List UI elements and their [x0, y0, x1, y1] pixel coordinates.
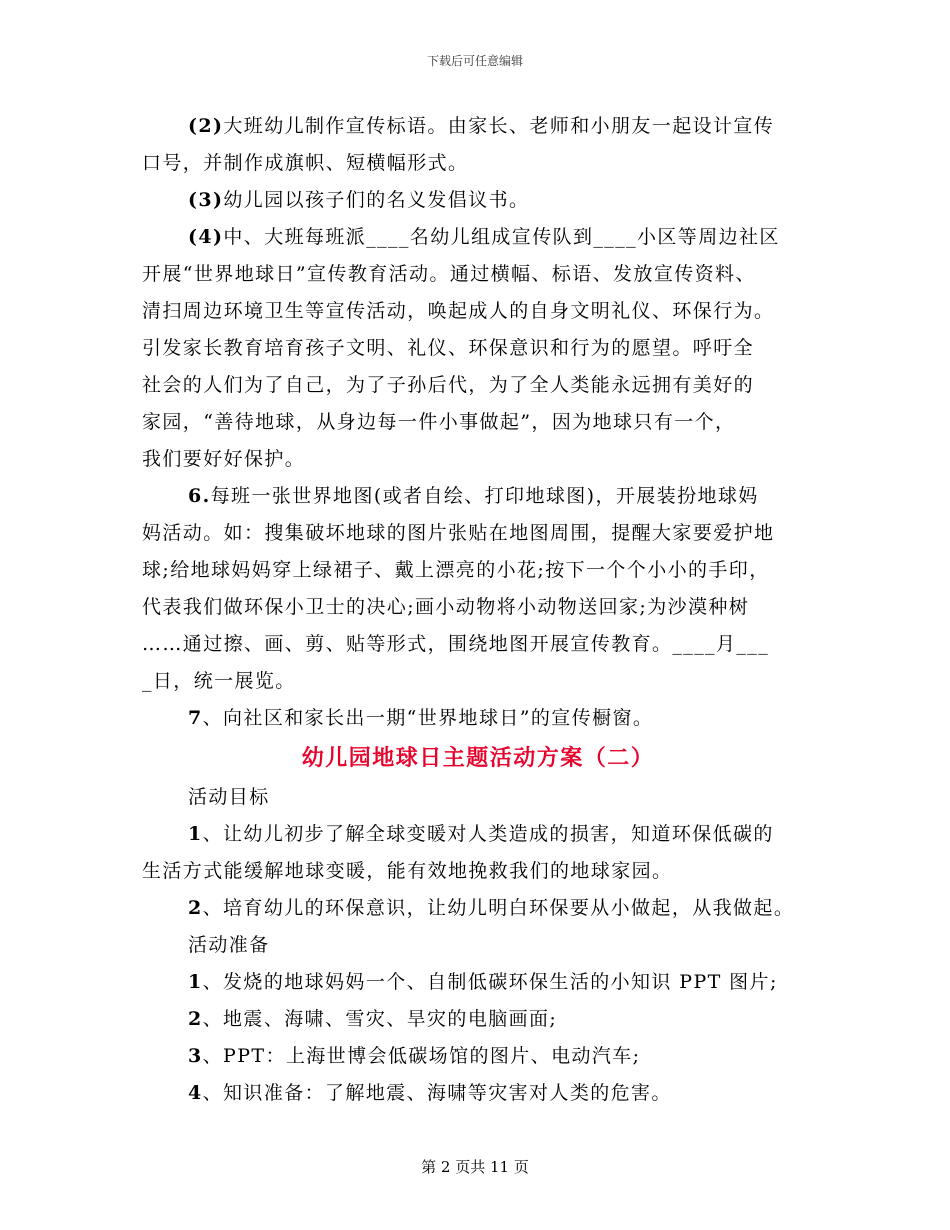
paragraph-line — [142, 108, 814, 145]
paragraph-line — [142, 219, 814, 256]
line-text: _日，统一展览。 — [142, 670, 296, 692]
item-number: 6. — [188, 485, 211, 507]
line-text: 、地震、海啸、雪灾、旱灾的电脑画面; — [202, 1008, 558, 1030]
item-number: 7 — [188, 707, 203, 729]
line-text: 幼儿园以孩子们的名义发倡议书。 — [223, 189, 530, 211]
paragraph-line — [142, 1001, 814, 1038]
section-heading — [142, 779, 814, 816]
line-text: 、向社区和家长出一期“世界地球日”的宣传橱窗。 — [202, 707, 654, 729]
item-number: (2) — [188, 115, 224, 137]
paragraph-line — [142, 145, 814, 182]
item-number: 1 — [188, 823, 203, 845]
paragraph-line — [142, 589, 814, 626]
paragraph-line — [142, 367, 814, 404]
paragraph-line — [142, 663, 814, 700]
paragraph-line — [142, 1075, 814, 1112]
paragraph-line — [142, 404, 814, 441]
section-heading — [142, 927, 814, 964]
line-text: 我们要好好保护。 — [142, 448, 306, 470]
paragraph-line — [142, 700, 814, 737]
item-number: 4 — [188, 1082, 203, 1104]
line-text: 代表我们做环保小卫士的决心;画小动物将小动物送回家;为沙漠种树 — [142, 596, 750, 618]
item-number: 1 — [188, 971, 203, 993]
paragraph-line — [142, 816, 814, 853]
page-footer: 第 2 页共 11 页 — [421, 1158, 529, 1176]
item-number: 3 — [188, 1045, 203, 1067]
paragraph-line — [142, 1038, 814, 1075]
item-number: 2 — [188, 897, 203, 919]
section-title: 幼儿园地球日主题活动方案（二） — [301, 745, 655, 771]
line-text: 球;给地球妈妈穿上绿裙子、戴上漂亮的小花;按下一个个小小的手印， — [142, 559, 770, 581]
item-number: 2 — [188, 1008, 203, 1030]
line-text: 清扫周边环境卫生等宣传活动，唤起成人的自身文明礼仪、环保行为。 — [142, 300, 775, 322]
line-text: ……通过擦、画、剪、贴等形式，围绕地图开展宣传教育。____月___ — [142, 633, 770, 655]
line-text: 每班一张世界地图(或者自绘、打印地球图)，开展装扮地球妈 — [210, 485, 759, 507]
paragraph-line — [142, 441, 814, 478]
paragraph-line — [142, 552, 814, 589]
line-text: 妈活动。如：搜集破坏地球的图片张贴在地图周围，提醒大家要爱护地 — [142, 522, 775, 544]
paragraph-line — [142, 182, 814, 219]
line-text: 中、大班每班派____名幼儿组成宣传队到____小区等周边社区 — [223, 226, 780, 248]
document-body — [142, 108, 814, 1112]
paragraph-line — [142, 478, 814, 515]
paragraph-line — [142, 964, 814, 1001]
line-text: 开展“世界地球日”宣传教育活动。通过横幅、标语、发放宣传资料、 — [142, 263, 756, 285]
paragraph-line — [142, 515, 814, 552]
line-text: 、培育幼儿的环保意识，让幼儿明白环保要从小做起，从我做起。 — [202, 897, 795, 919]
line-text: 口号，并制作成旗帜、短横幅形式。 — [142, 152, 469, 174]
paragraph-line — [142, 293, 814, 330]
line-text: 、知识准备：了解地震、海啸等灾害对人类的危害。 — [202, 1082, 672, 1104]
line-text: 大班幼儿制作宣传标语。由家长、老师和小朋友一起设计宣传 — [223, 115, 775, 137]
item-number: (4) — [188, 226, 224, 248]
line-text: 、PPT：上海世博会低碳场馆的图片、电动汽车; — [202, 1045, 641, 1067]
item-number: (3) — [188, 189, 224, 211]
line-text: 、让幼儿初步了解全球变暖对人类造成的损害，知道环保低碳的 — [202, 823, 774, 845]
line-text: 、发烧的地球妈妈一个、自制低碳环保生活的小知识 PPT 图片; — [202, 971, 778, 993]
paragraph-line — [142, 890, 814, 927]
paragraph-line — [142, 853, 814, 890]
line-text: 活动目标 — [188, 786, 270, 808]
paragraph-line — [142, 256, 814, 293]
line-text: 引发家长教育培育孩子文明、礼仪、环保意识和行为的愿望。呼吁全 — [142, 337, 755, 359]
line-text: 社会的人们为了自己，为了子孙后代，为了全人类能永远拥有美好的 — [142, 374, 755, 396]
line-text: 生活方式能缓解地球变暖，能有效地挽救我们的地球家园。 — [142, 860, 673, 882]
paragraph-line — [142, 626, 814, 663]
line-text: 家园，“善待地球，从身边每一件小事做起”，因为地球只有一个， — [142, 411, 736, 433]
line-text: 活动准备 — [188, 934, 270, 956]
paragraph-line — [142, 330, 814, 367]
page-header: 下载后可任意编辑 — [426, 54, 523, 68]
